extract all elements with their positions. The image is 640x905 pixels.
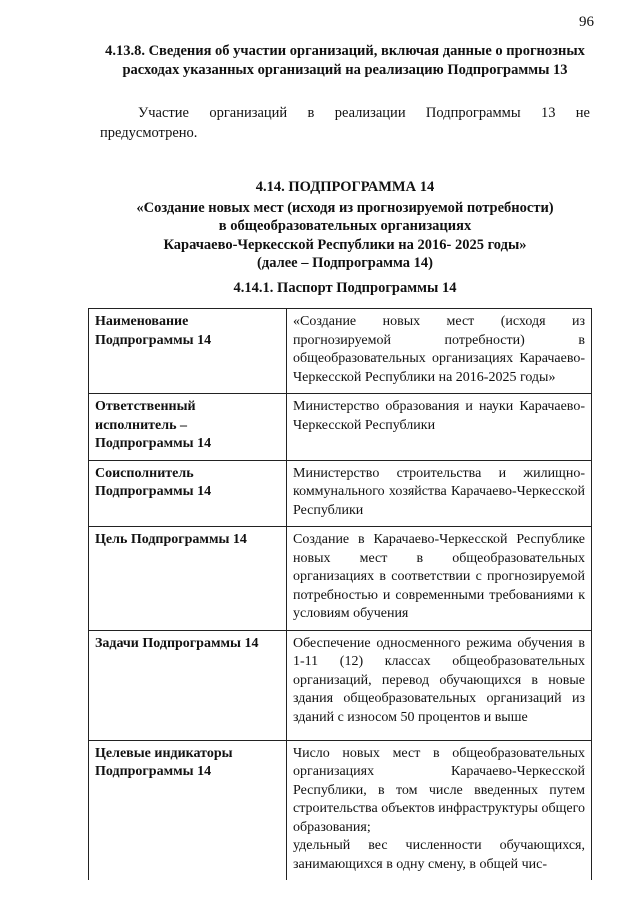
passport-value: Создание в Карачаево-Черкесской Республике новых мест в общеобразовательных организациях в соответствии с прогнозируемой потребностью и современными требованиями к условиям обучения bbox=[287, 527, 592, 631]
table-row bbox=[89, 527, 592, 631]
passport-table bbox=[88, 308, 592, 880]
passport-label: Наименование Подпрограммы 14 bbox=[89, 309, 287, 394]
table-row bbox=[89, 630, 592, 740]
passport-label: Целевые индикаторы Подпрограммы 14 bbox=[89, 740, 287, 880]
table-row bbox=[89, 740, 592, 880]
passport-value: Обеспечение односменного режима обучения в 1-11 (12) классах общеобразовательных организаций, перевод обучающихся в новые здания общеобразовательных организаций из зданий с износом 50 процентов и выше bbox=[287, 630, 592, 740]
passport-value bbox=[287, 740, 592, 880]
subprogram-14-number: 4.14. ПОДПРОГРАММА 14 bbox=[255, 179, 435, 195]
subprogram-14-title bbox=[100, 178, 590, 273]
table-row bbox=[89, 309, 592, 394]
page-number: 96 bbox=[579, 14, 594, 30]
passport-heading: 4.14.1. Паспорт Подпрограммы 14 bbox=[233, 280, 457, 296]
subprogram-14-short-name: (далее – Подпрограмма 14) bbox=[257, 255, 433, 271]
passport-value: «Создание новых мест (исходя из прогнозируемой потребности) в общеобразовательных организациях Карачаево-Черкесской Республики на 2016-2025 годы» bbox=[287, 309, 592, 394]
passport-value: Министерство образования и науки Карачаево-Черкесской Республики bbox=[287, 394, 592, 461]
passport-value: Министерство строительства и жилищно-коммунального хозяйства Карачаево-Черкесской Республики bbox=[287, 460, 592, 527]
passport-label: Соисполнитель Подпрограммы 14 bbox=[89, 460, 287, 527]
section-4-13-8-heading: 4.13.8. Сведения об участии организаций, включая данные о прогнозных расходах указанных организаций на реализацию Подпрограммы 13 bbox=[105, 43, 585, 78]
section-4-13-8-text: Участие организаций в реализации Подпрограммы 13 не предусмотрено. bbox=[100, 105, 590, 141]
passport-label: Задачи Подпрограммы 14 bbox=[89, 630, 287, 740]
subprogram-14-name-line1: «Создание новых мест (исходя из прогнозируемой потребности) bbox=[136, 199, 554, 216]
subprogram-14-name-line3: Карачаево-Черкесской Республики на 2016- 2025 годы» bbox=[163, 236, 527, 253]
passport-value-paragraph: удельный вес численности обучающихся, занимающихся в одну смену, в общей чис- bbox=[293, 838, 585, 872]
passport-label: Ответственный исполнитель – Подпрограммы 14 bbox=[89, 394, 287, 461]
table-row bbox=[89, 394, 592, 461]
table-row bbox=[89, 460, 592, 527]
passport-value-paragraph: Число новых мест в общеобразовательных организациях Карачаево-Черкесской Республики, в том числе введенных путем строительства объектов инфраструктуры общего образования; bbox=[293, 745, 585, 835]
passport-label: Цель Подпрограммы 14 bbox=[89, 527, 287, 631]
subprogram-14-name-line2: в общеобразовательных организациях bbox=[218, 218, 472, 234]
